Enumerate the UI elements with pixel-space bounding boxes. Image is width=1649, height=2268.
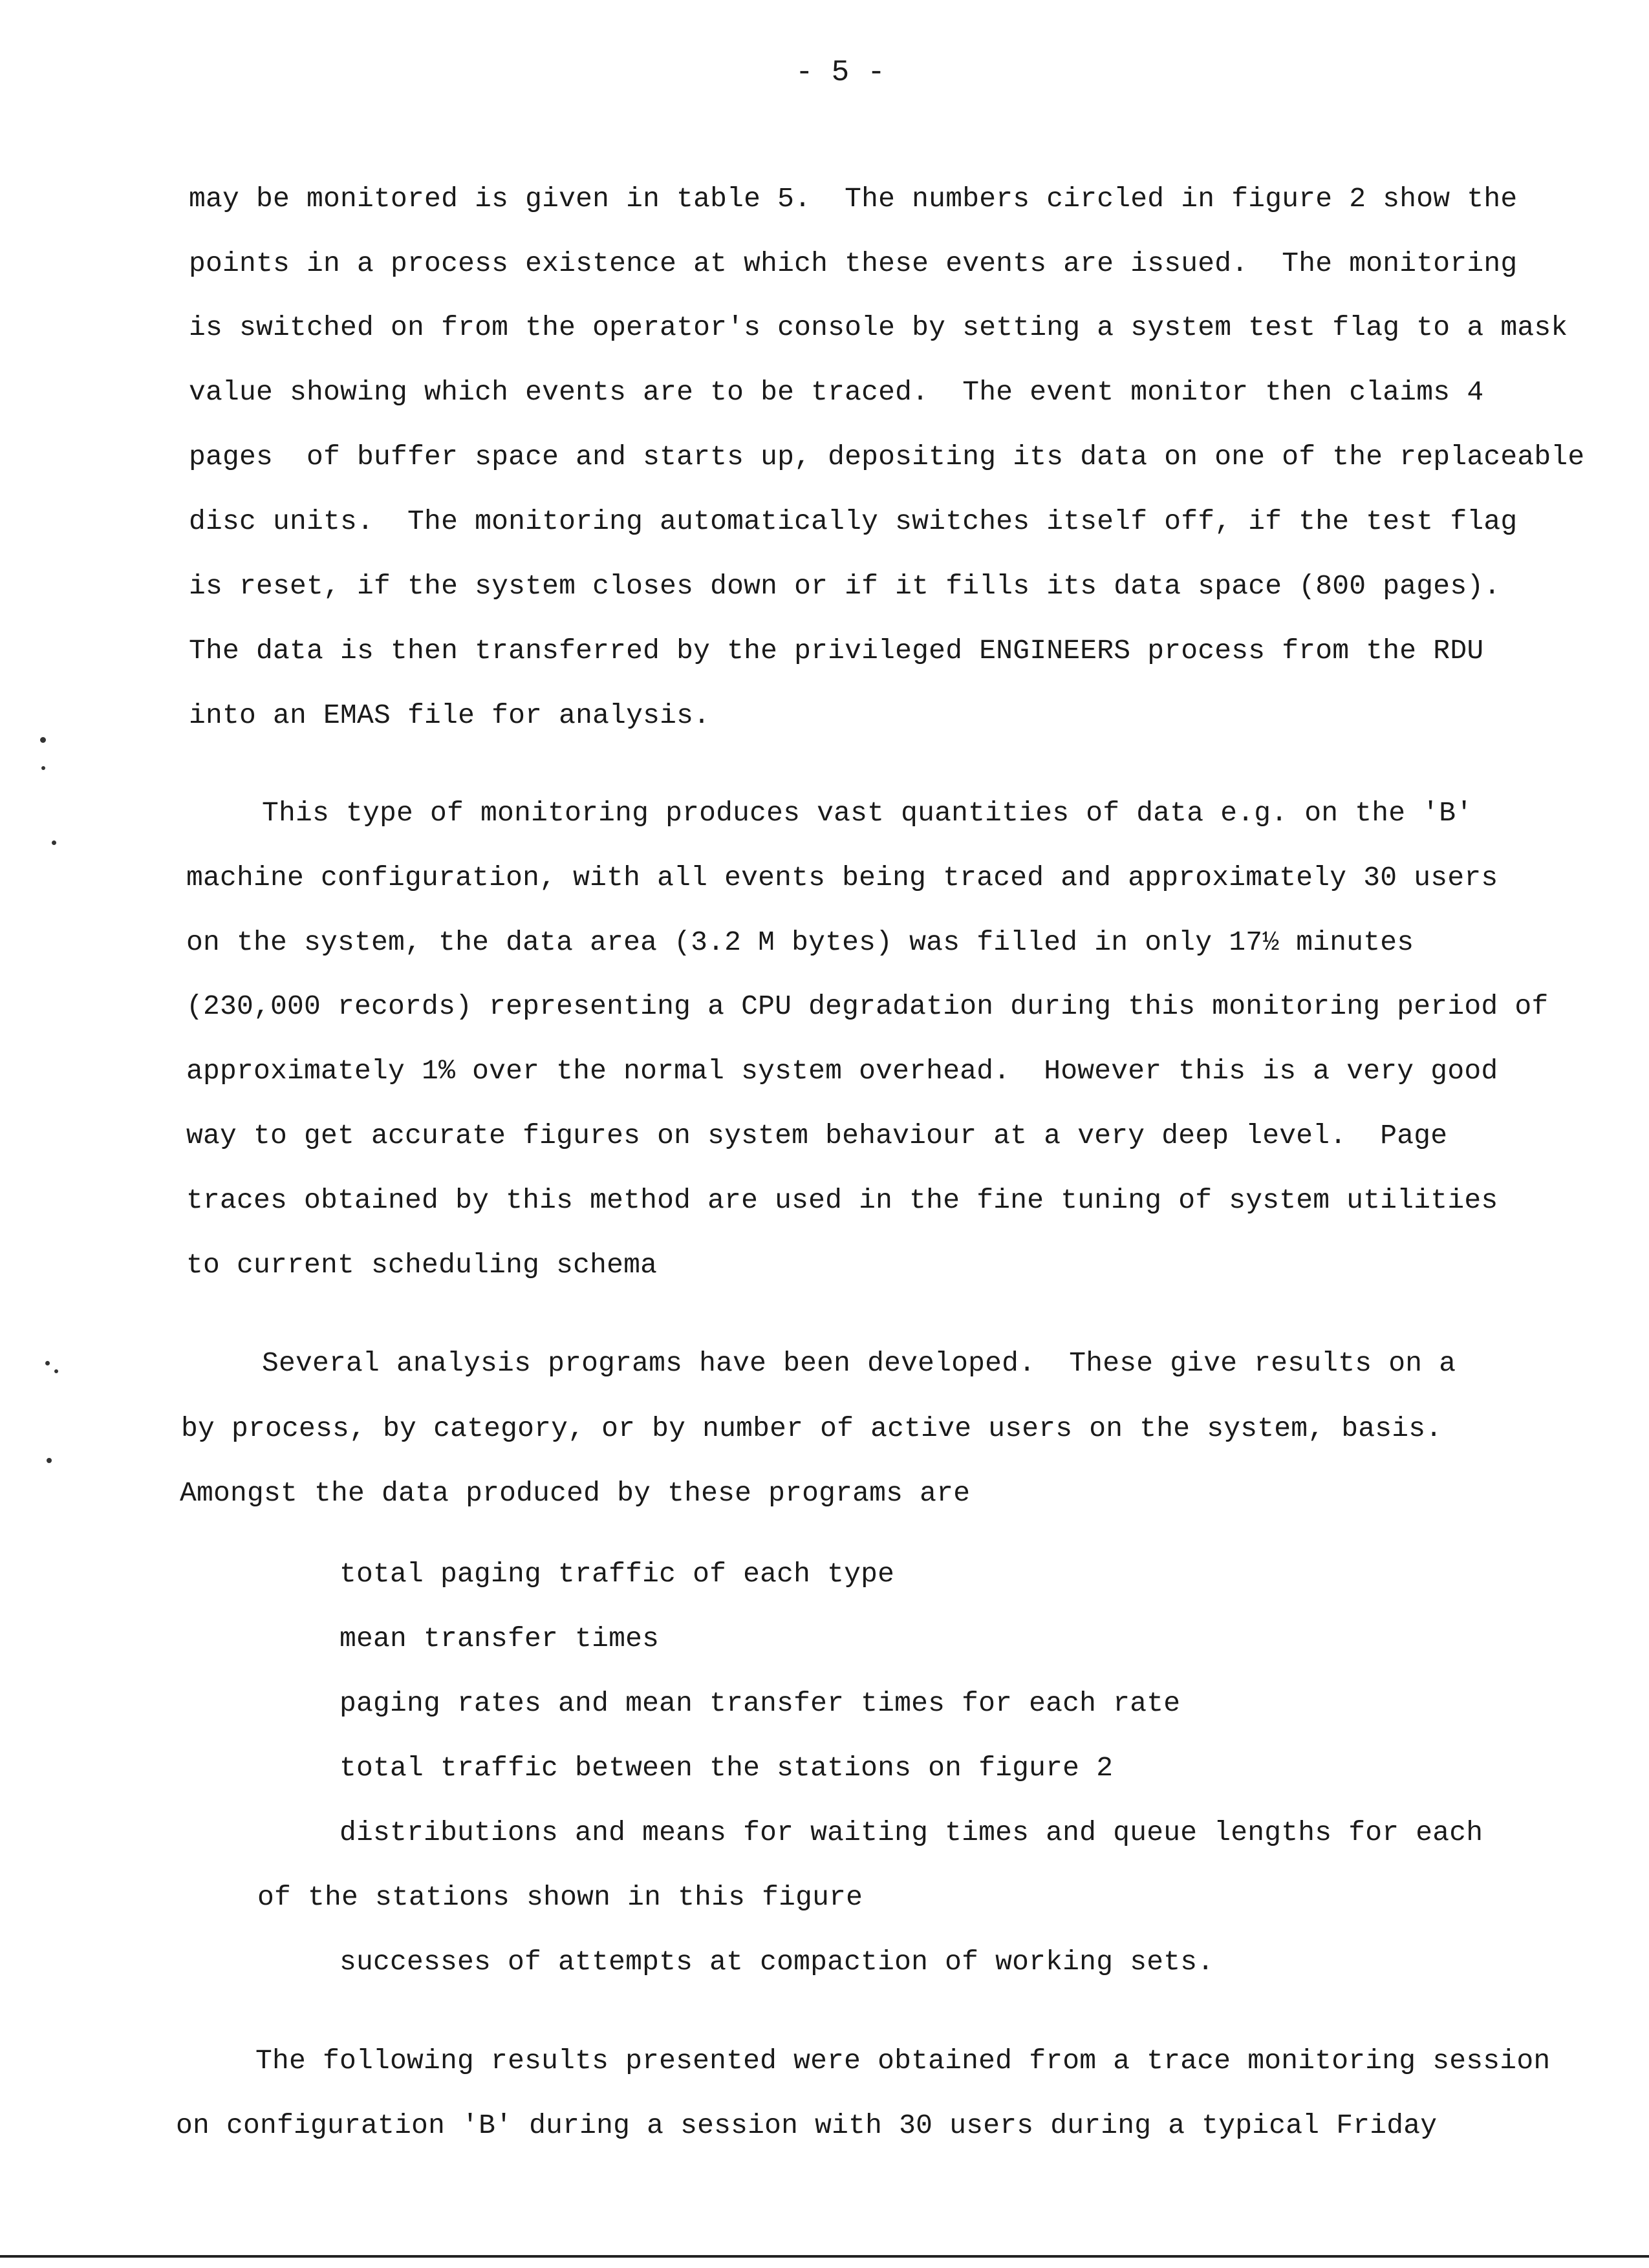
text-line: on configuration 'B' during a session with 30 users during a typical Friday	[176, 2110, 1438, 2141]
text-line: The following results presented were obtained from a trace monitoring session	[255, 2045, 1551, 2077]
list-item: successes of attempts at compaction of working sets.	[339, 1946, 1214, 1978]
text-line: is switched on from the operator's console by setting a system test flag to a mask	[189, 312, 1568, 343]
scan-speck	[45, 1361, 50, 1365]
text-line: into an EMAS file for analysis.	[189, 700, 711, 731]
text-line: (230,000 records) representing a CPU degradation during this monitoring period of	[186, 990, 1549, 1022]
text-line: points in a process existence at which these events are issued. The monitoring	[189, 248, 1518, 279]
bottom-rule	[0, 2255, 1649, 2258]
text-line: may be monitored is given in table 5. The numbers circled in figure 2 show the	[189, 183, 1518, 215]
page-number: - 5 -	[795, 56, 886, 89]
text-line: approximately 1% over the normal system overhead. However this is a very good	[186, 1055, 1498, 1087]
scan-speck	[54, 1369, 58, 1373]
text-line: This type of monitoring produces vast quantities of data e.g. on the 'B'	[262, 797, 1473, 829]
text-line: on the system, the data area (3.2 M bytes) was filled in only 17½ minutes	[186, 926, 1414, 958]
list-item: paging rates and mean transfer times for each rate	[339, 1687, 1181, 1719]
text-line: Amongst the data produced by these programs are	[180, 1477, 971, 1509]
text-line: by process, by category, or by number of active users on the system, basis.	[181, 1413, 1443, 1444]
text-line: pages of buffer space and starts up, depositing its data on one of the replaceable	[189, 441, 1585, 473]
text-line: value showing which events are to be traced. The event monitor then claims 4	[189, 376, 1484, 408]
list-item: distributions and means for waiting times and queue lengths for each	[339, 1817, 1483, 1848]
scan-speck	[41, 766, 45, 770]
list-item: of the stations shown in this figure	[257, 1881, 863, 1913]
text-line: traces obtained by this method are used in the fine tuning of system utilities	[186, 1184, 1498, 1216]
list-item: mean transfer times	[339, 1623, 660, 1654]
text-line: The data is then transferred by the privileged ENGINEERS process from the RDU	[189, 635, 1484, 667]
text-line: machine configuration, with all events being traced and approximately 30 users	[186, 862, 1498, 893]
text-line: disc units. The monitoring automatically switches itself off, if the test flag	[189, 506, 1518, 537]
list-item: total traffic between the stations on figure 2	[339, 1752, 1114, 1784]
text-line: is reset, if the system closes down or if it fills its data space (800 pages).	[189, 570, 1501, 602]
text-line: to current scheduling schema	[186, 1249, 658, 1281]
scan-speck	[40, 737, 46, 743]
text-line: Several analysis programs have been developed. These give results on a	[262, 1347, 1456, 1379]
text-line: way to get accurate figures on system behaviour at a very deep level. Page	[186, 1120, 1448, 1151]
list-item: total paging traffic of each type	[339, 1558, 895, 1590]
scan-speck	[47, 1458, 52, 1463]
scan-speck	[52, 840, 56, 845]
